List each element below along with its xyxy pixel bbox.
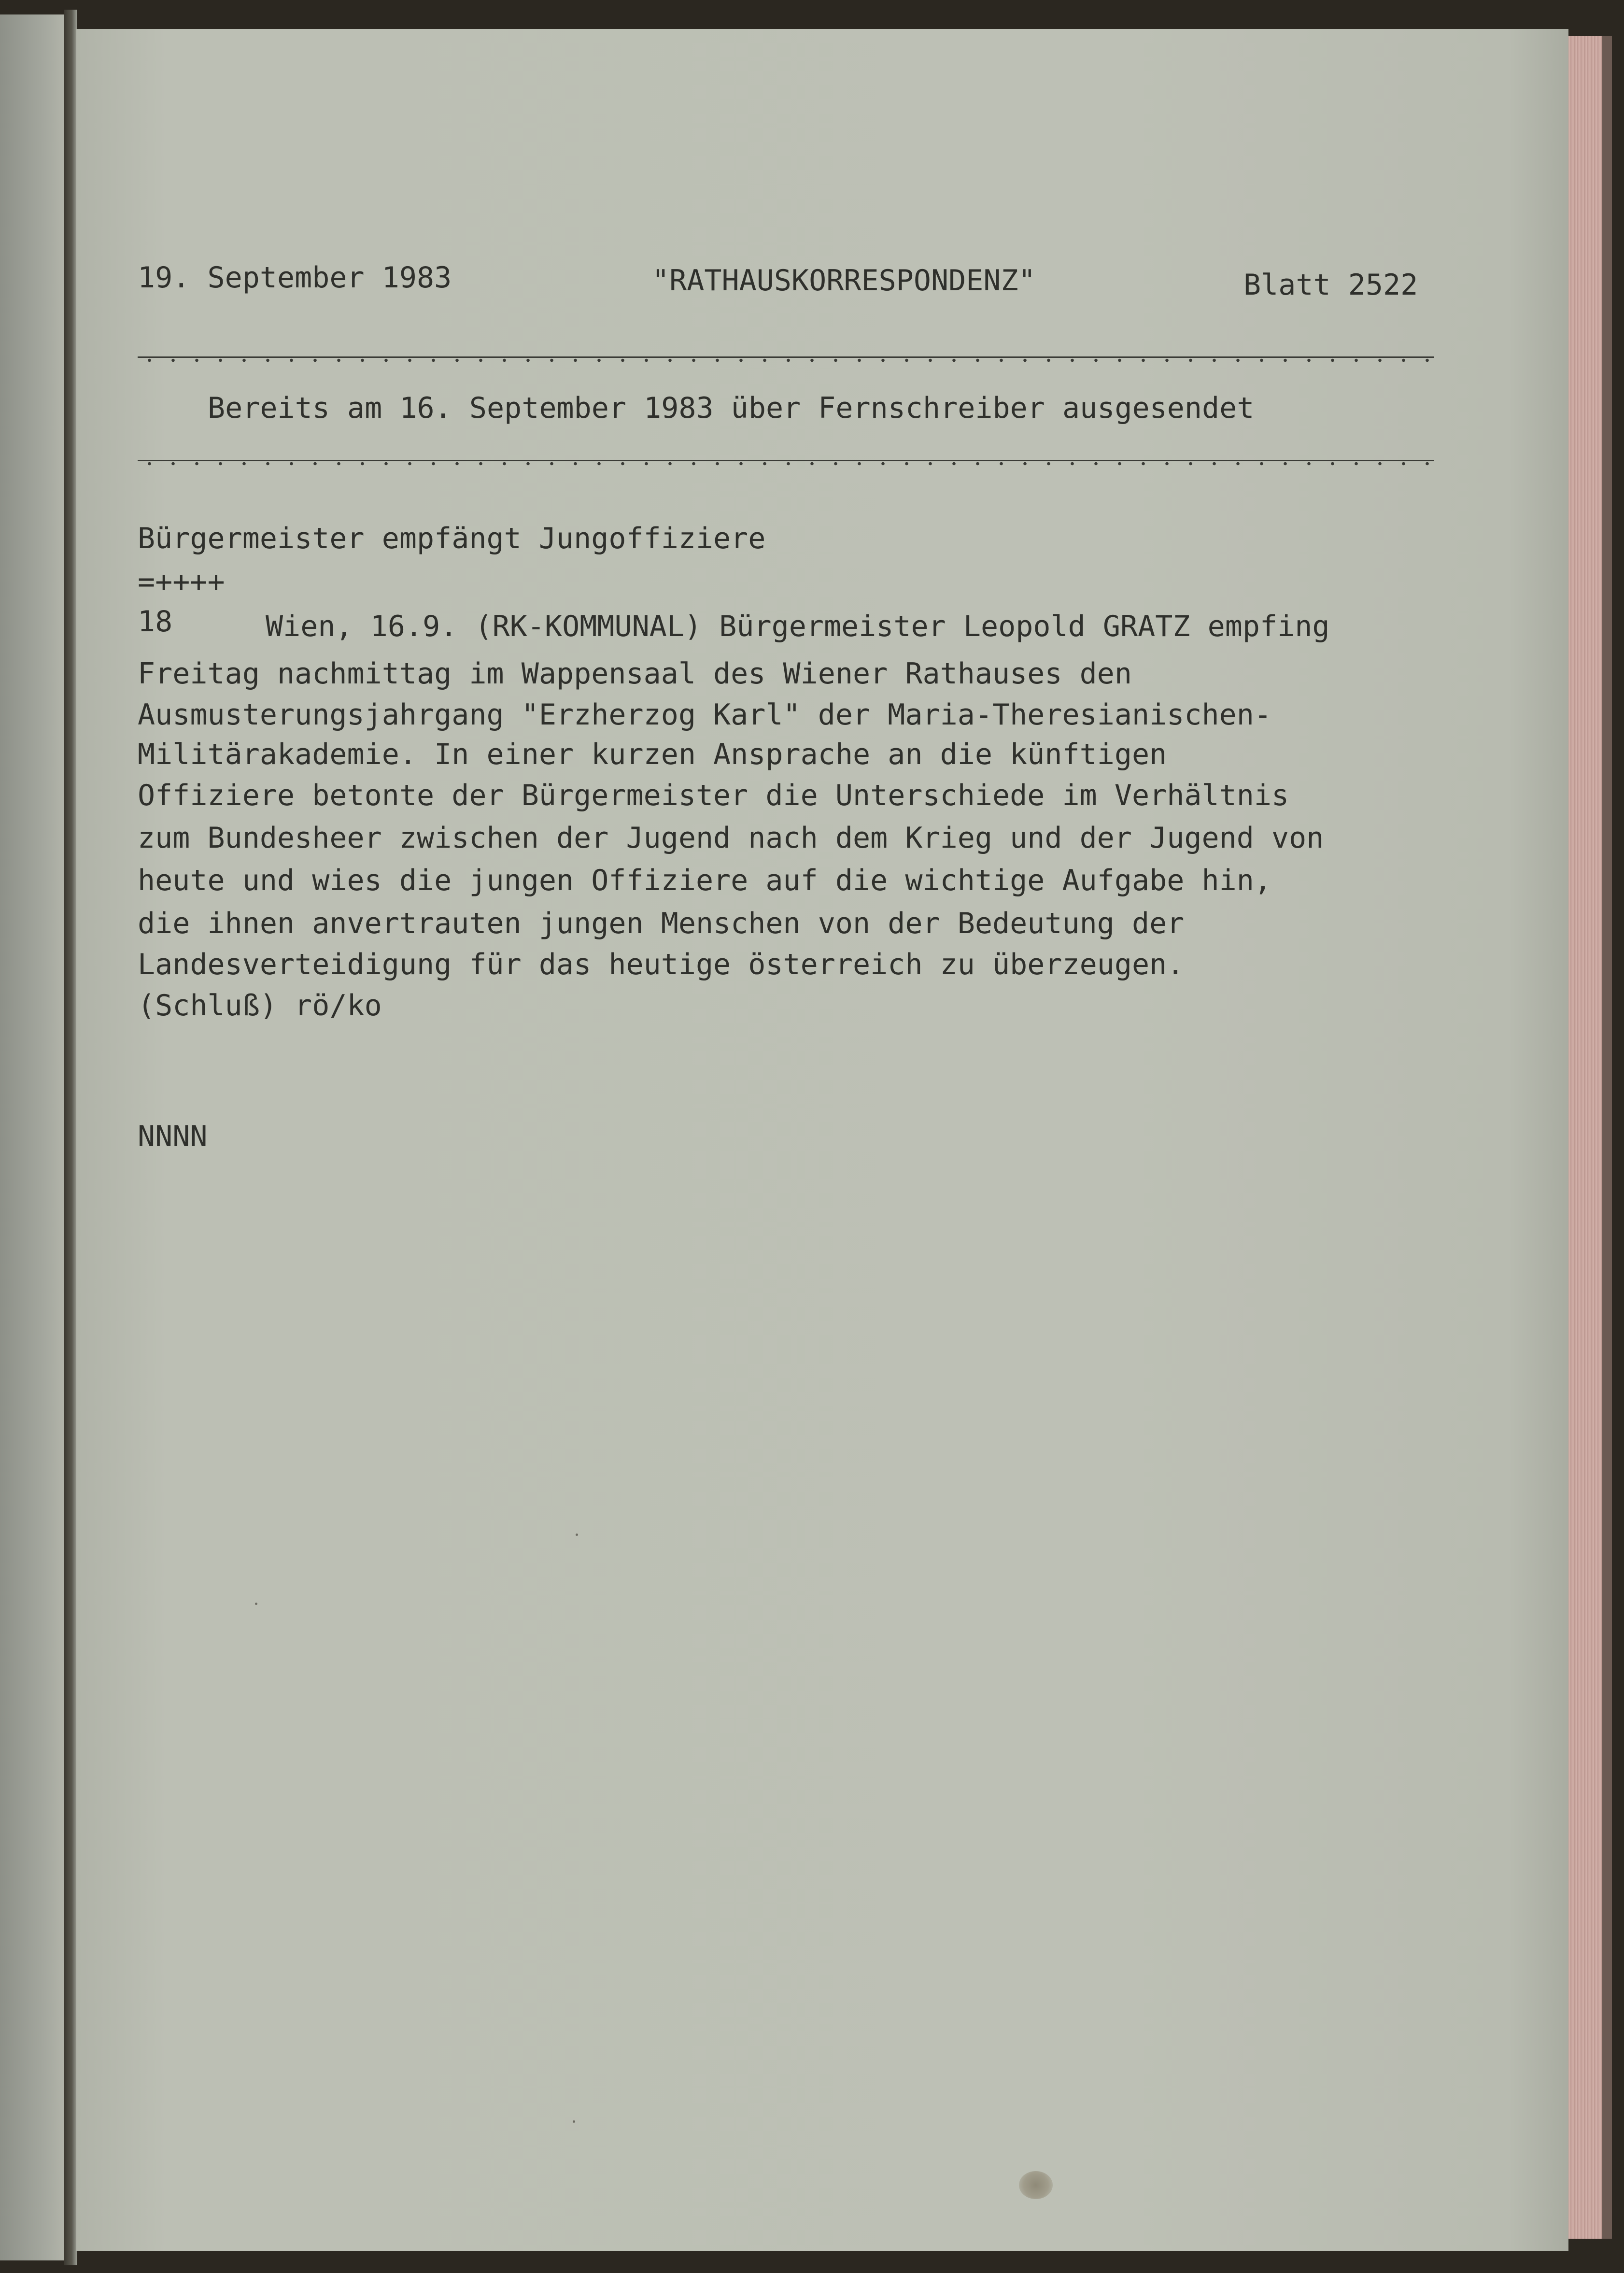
end-of-message-mark: NNNN	[138, 1120, 208, 1153]
header-sheet-number: Blatt 2522	[1243, 268, 1418, 302]
book-gutter	[64, 10, 77, 2265]
body-line: Landesverteidigung für das heutige österreich zu überzeugen.	[138, 948, 1185, 981]
page-stack-edge	[1568, 36, 1602, 2239]
transmission-notice: Bereits am 16. September 1983 über Fernschreiber ausgesendet	[208, 391, 1255, 425]
paper-speck	[255, 1603, 257, 1605]
body-line: heute und wies die jungen Offiziere auf die wichtige Aufgabe hin,	[138, 864, 1271, 897]
item-number: 18	[138, 605, 173, 639]
body-line: zum Bundesheer zwischen der Jugend nach dem Krieg und der Jugend von	[138, 821, 1324, 855]
closing-line: (Schluß) rö/ko	[138, 989, 382, 1023]
header-publication-title: "RATHAUSKORRESPONDENZ"	[652, 264, 1036, 298]
dash-dot-divider	[138, 356, 1434, 362]
header-date: 19. September 1983	[138, 261, 452, 295]
left-page-edge	[0, 14, 72, 2260]
article-headline: Bürgermeister empfängt Jungoffiziere	[138, 522, 766, 555]
cover-edge	[1602, 36, 1612, 2239]
section-marker: =++++	[138, 565, 225, 599]
body-line: Offiziere betonte der Bürgermeister die Unterschiede im Verhältnis	[138, 779, 1289, 812]
body-line: Freitag nachmittag im Wappensaal des Wiener Rathauses den	[138, 657, 1132, 691]
body-line: Ausmusterungsjahrgang "Erzherzog Karl" der Maria-Theresianischen-	[138, 698, 1271, 732]
document-page	[76, 29, 1568, 2251]
body-line: die ihnen anvertrauten jungen Menschen von der Bedeutung der	[138, 907, 1185, 940]
body-line: Wien, 16.9. (RK-KOMMUNAL) Bürgermeister Leopold GRATZ empfing	[266, 610, 1330, 643]
body-line: Militärakademie. In einer kurzen Ansprache an die künftigen	[138, 738, 1167, 771]
paper-speck	[573, 2120, 575, 2123]
stain-mark	[1019, 2171, 1053, 2199]
paper-speck	[576, 1534, 578, 1536]
dash-dot-divider	[138, 460, 1434, 466]
